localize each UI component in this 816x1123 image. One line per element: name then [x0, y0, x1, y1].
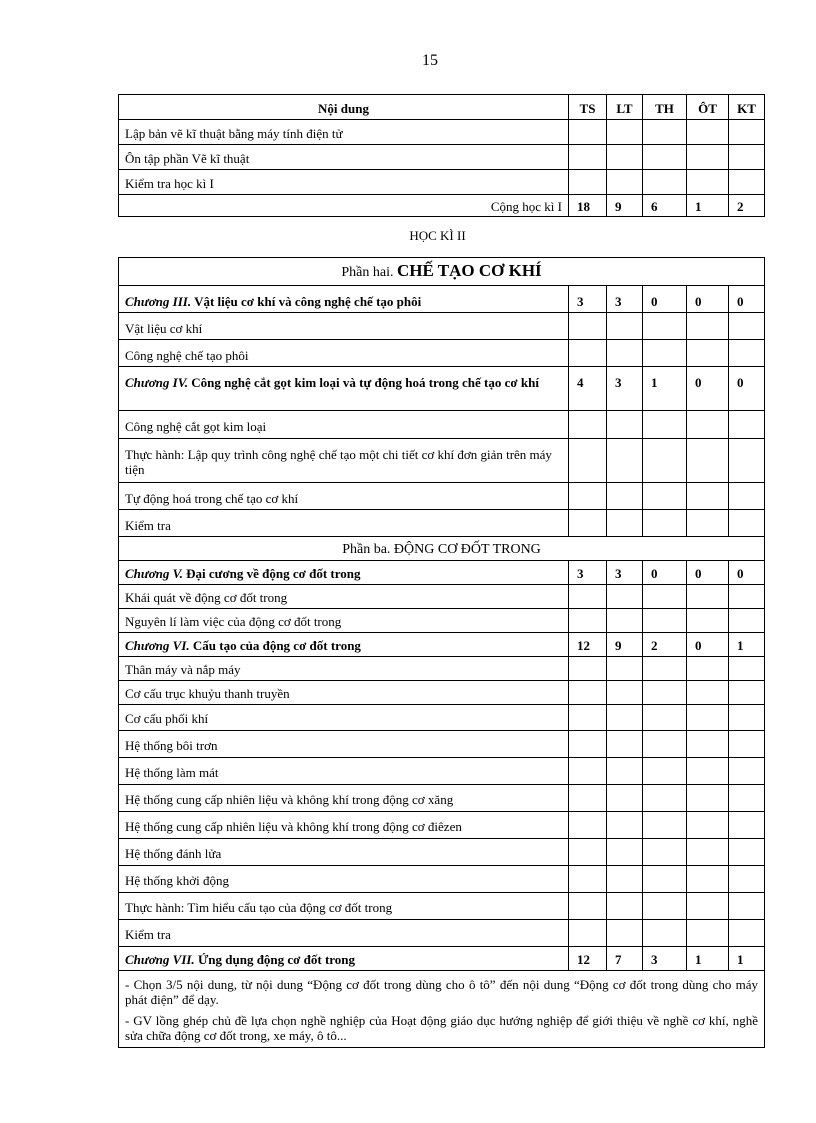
row-label: Nguyên lí làm việc của động cơ đốt trong: [119, 609, 569, 633]
ch5-th: 0: [643, 561, 687, 585]
ch6-ts: 12: [569, 633, 607, 657]
table-row: [119, 145, 765, 170]
part3-header-row: [119, 537, 765, 561]
ch4-ot: 0: [687, 367, 729, 411]
total-ts: 18: [569, 195, 607, 217]
row-label: Ôn tập phần Vẽ kĩ thuật: [119, 145, 569, 170]
chapter-title: Chương IV. Công nghệ cắt gọt kim loại và tự động hoá trong chế tạo cơ khí: [119, 367, 569, 411]
chapter-title: Chương VII. Ứng dụng động cơ đốt trong: [119, 947, 569, 971]
ch7-lt: 7: [607, 947, 643, 971]
row-label: Cơ cấu trục khuỷu thanh truyền: [119, 681, 569, 705]
row-label: Tự động hoá trong chế tạo cơ khí: [119, 483, 569, 510]
part2-title: CHẾ TẠO CƠ KHÍ: [396, 261, 542, 280]
semester1-table: [118, 94, 765, 217]
table-row: [119, 340, 765, 367]
ch6-th: 2: [643, 633, 687, 657]
ch3-ts: 3: [569, 286, 607, 313]
total-lt: 9: [607, 195, 643, 217]
table-row: [119, 170, 765, 195]
row-label: Thân máy và nắp máy: [119, 657, 569, 681]
row-label: Kiểm tra học kì I: [119, 170, 569, 195]
ch5-ot: 0: [687, 561, 729, 585]
table-row: [119, 785, 765, 812]
part2-heading: [119, 258, 765, 286]
total-row: [119, 195, 765, 217]
semester2-table: [118, 257, 765, 1048]
table-row: [119, 705, 765, 731]
table-row: [119, 439, 765, 483]
header-th: TH: [643, 95, 687, 120]
row-label: Thực hành: Lập quy trình công nghệ chế tạo một chi tiết cơ khí đơn giản trên máy tiện: [119, 439, 569, 483]
row-label: Cơ cấu phối khí: [119, 705, 569, 731]
ch6-kt: 1: [729, 633, 765, 657]
row-label: Hệ thống đánh lửa: [119, 839, 569, 866]
chapter-row: [119, 947, 765, 971]
total-label: Cộng học kì I: [119, 195, 569, 217]
table-row: [119, 510, 765, 537]
ch5-lt: 3: [607, 561, 643, 585]
row-label: Vật liệu cơ khí: [119, 313, 569, 340]
table-row: [119, 681, 765, 705]
ch3-th: 0: [643, 286, 687, 313]
ch5-ts: 3: [569, 561, 607, 585]
row-label: Hệ thống cung cấp nhiên liệu và không khí trong động cơ điêzen: [119, 812, 569, 839]
ch3-lt: 3: [607, 286, 643, 313]
chapter-title: Chương III. Vật liệu cơ khí và công nghệ chế tạo phôi: [119, 286, 569, 313]
total-kt: 2: [729, 195, 765, 217]
ch5-kt: 0: [729, 561, 765, 585]
table-row: [119, 731, 765, 758]
table-row: [119, 609, 765, 633]
table-row: [119, 839, 765, 866]
table-row: [119, 893, 765, 920]
row-label: Kiểm tra: [119, 920, 569, 947]
table-row: [119, 866, 765, 893]
row-label: Hệ thống làm mát: [119, 758, 569, 785]
header-content: Nội dung: [119, 95, 569, 120]
ch4-lt: 3: [607, 367, 643, 411]
ch7-th: 3: [643, 947, 687, 971]
row-label: Lập bản vẽ kĩ thuật bằng máy tính điện tử: [119, 120, 569, 145]
chapter-row: [119, 561, 765, 585]
ch3-ot: 0: [687, 286, 729, 313]
table-header-row: [119, 95, 765, 120]
ch7-ts: 12: [569, 947, 607, 971]
row-label: Hệ thống khởi động: [119, 866, 569, 893]
ch3-kt: 0: [729, 286, 765, 313]
notes-row: [119, 971, 765, 1048]
chapter-title: Chương V. Đại cương về động cơ đốt trong: [119, 561, 569, 585]
ch6-lt: 9: [607, 633, 643, 657]
semester2-title: HỌC KÌ II: [409, 228, 466, 243]
header-ts: TS: [569, 95, 607, 120]
chapter-row: [119, 633, 765, 657]
part2-header-row: [119, 258, 765, 286]
total-th: 6: [643, 195, 687, 217]
header-kt: KT: [729, 95, 765, 120]
note-item: - Chọn 3/5 nội dung, từ nội dung “Động cơ đốt trong dùng cho ô tô” đến nội dung “Động cơ đốt trong dùng cho máy phát điện” để dạy.: [125, 977, 759, 1007]
table-row: [119, 313, 765, 340]
table-row: [119, 411, 765, 439]
chapter-title: Chương VI. Cấu tạo của động cơ đốt trong: [119, 633, 569, 657]
ch6-ot: 0: [687, 633, 729, 657]
row-label: Kiểm tra: [119, 510, 569, 537]
notes-cell: [119, 971, 765, 1048]
table-row: [119, 585, 765, 609]
header-ot: ÔT: [687, 95, 729, 120]
row-label: Hệ thống bôi trơn: [119, 731, 569, 758]
chapter-row: [119, 367, 765, 411]
ch7-kt: 1: [729, 947, 765, 971]
table-row: [119, 657, 765, 681]
ch4-th: 1: [643, 367, 687, 411]
row-label: Công nghệ chế tạo phôi: [119, 340, 569, 367]
table-row: [119, 812, 765, 839]
chapter-row: [119, 286, 765, 313]
page-number: 15: [422, 52, 438, 69]
ch7-ot: 1: [687, 947, 729, 971]
ch4-ts: 4: [569, 367, 607, 411]
row-label: Hệ thống cung cấp nhiên liệu và không khí trong động cơ xăng: [119, 785, 569, 812]
row-label: Thực hành: Tìm hiểu cấu tạo của động cơ đốt trong: [119, 893, 569, 920]
total-ot: 1: [687, 195, 729, 217]
header-lt: LT: [607, 95, 643, 120]
row-label: Khái quát về động cơ đốt trong: [119, 585, 569, 609]
table-row: [119, 920, 765, 947]
table-row: [119, 758, 765, 785]
ch4-kt: 0: [729, 367, 765, 411]
part2-prefix: Phần hai.: [341, 265, 394, 280]
table-row: [119, 483, 765, 510]
part3-heading: Phần ba. ĐỘNG CƠ ĐỐT TRONG: [119, 537, 765, 561]
row-label: Công nghệ cắt gọt kim loại: [119, 411, 569, 439]
table-row: [119, 120, 765, 145]
note-item: - GV lồng ghép chủ đề lựa chọn nghề nghiệp của Hoạt động giáo dục hướng nghiệp để giới thiệu về nghề cơ khí, nghề sửa chữa động cơ đốt trong, xe máy, ô tô...: [125, 1013, 759, 1043]
